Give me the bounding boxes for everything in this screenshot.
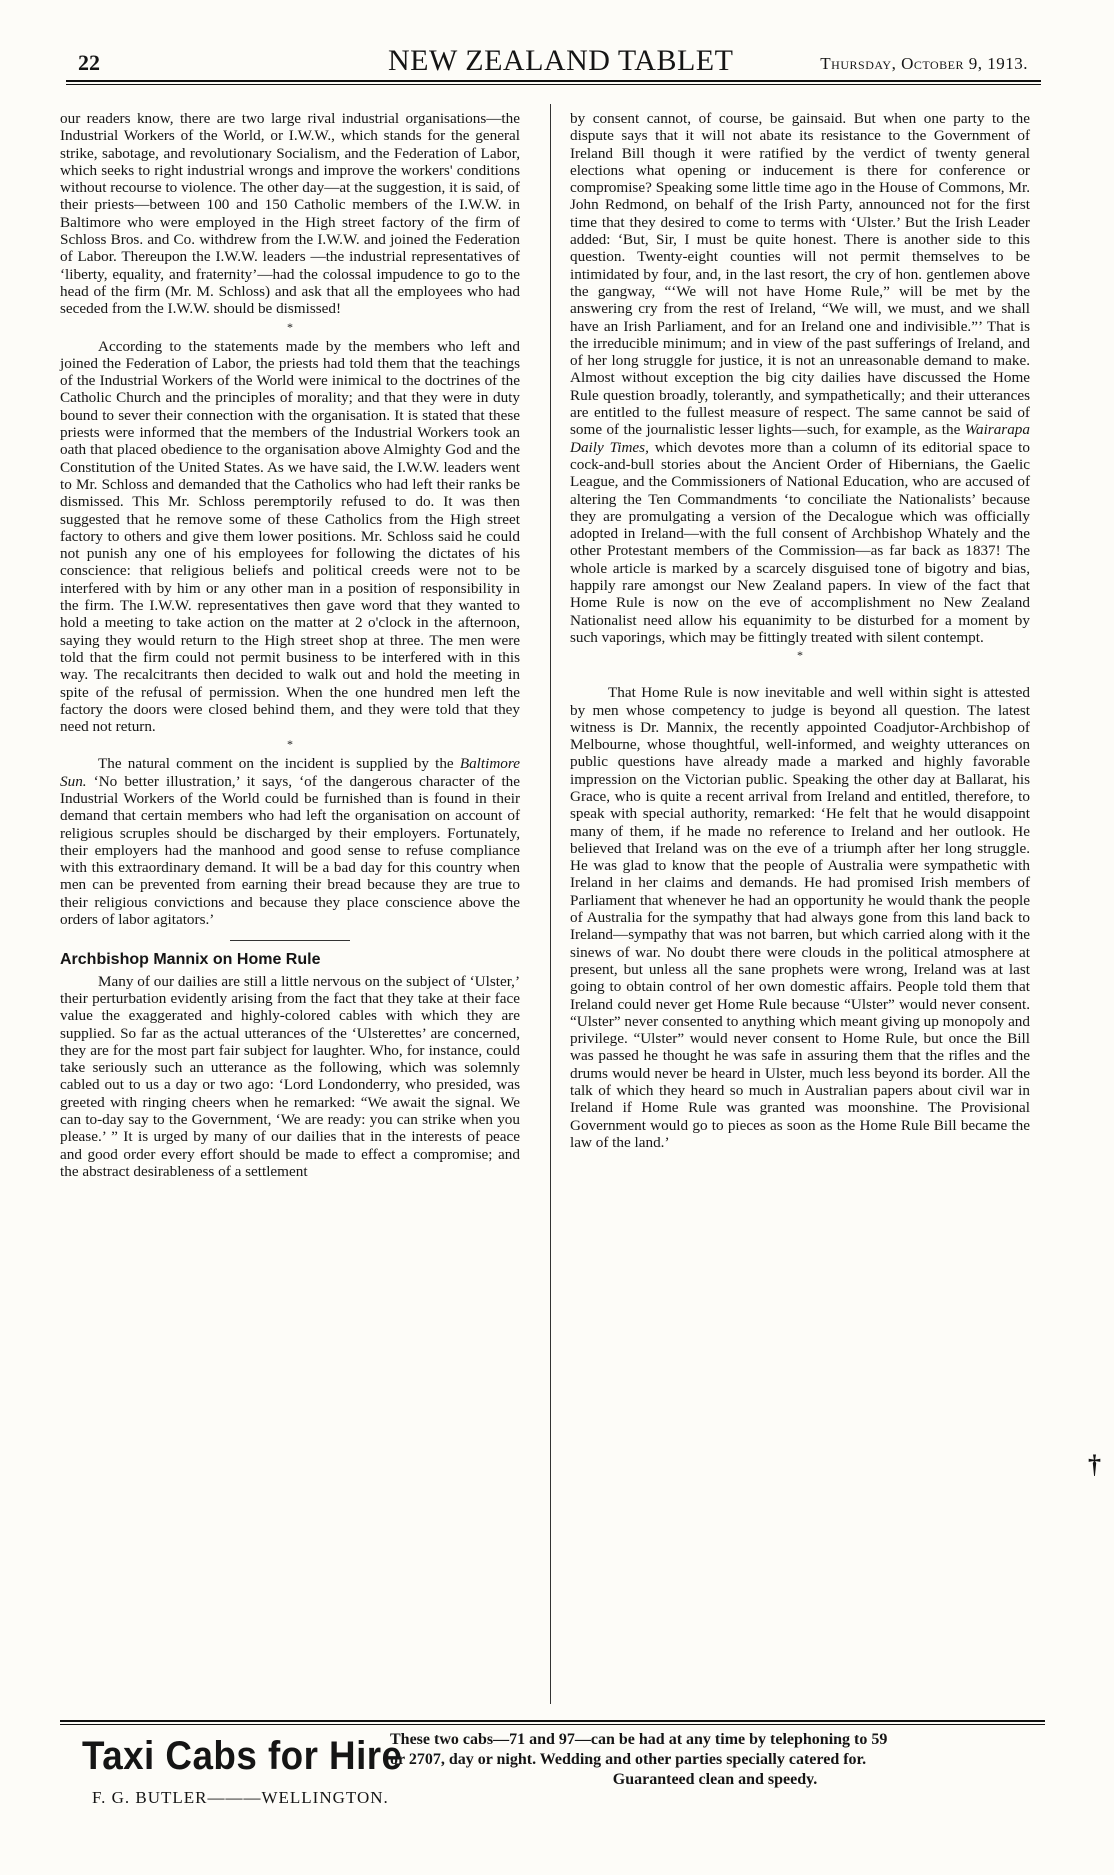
advert-line-1: These two cabs—71 and 97—can be had at any time by telephoning to 59 <box>390 1731 888 1748</box>
right-paragraph-2: That Home Rule is now inevitable and well within sight is attested by men whose competency to judge is beyond all question. The latest witness is Dr. Mannix, the recently appointed Coadjutor-Archbishop of Melbourne, whose thoughtful, well-informed, and weighty utterances on public questions have already made a marked and highly favorable impression on the Victorian public. Speaking the other day at Ballarat, his Grace, who is quite a recent arrival from Ireland and entitled, therefore, to speak with special authority, remarked: ‘He felt that he would disappoint many of them, if he made no reference to Ireland and her outlook. He believed that Ireland was on the eve of a triumph after her long struggle. He was glad to know that the people of Australia were sympathetic with Ireland in her claims and demands. He had promised Irish members of Parliament that whenever he had an opportunity he would thank the people of Australia for the sympathy that had always gone from this land back to Ireland—sympathy that was not barren, but which carried along with it the sinews of war. No doubt there were clouds in the political atmosphere at present, but unless all the sane prophets were wrong, Ireland was at last going to obtain control of her own domestic affairs. People told them that Ireland could never get Home Rule because “Ulster” would never consent. “Ulster” never consented to anything which meant giving up monopoly and privilege. “Ulster” would never consent to Home Rule, but once the Bill was passed he thought he was safe in assuring them that the rifles and the drums would never be heard in Ulster, much less beyond its border. All the talk of which they heard so much in Australian papers about civil war in Ireland if Home Rule was granted was moonshine. The Provisional Government would go to pieces as soon as the Home Rule Bill became the law of the land.’ <box>570 684 1030 1151</box>
left-paragraph-1: our readers know, there are two large rival industrial organisations—the Industrial Workers of the World, or I.W.W., which stands for the general strike, sabotage, and revolutionary Socialism, and the Federation of Labor, which seeks to right industrial wrongs and improve the workers' conditions without recourse to violence. The other day—at the suggestion, it is said, of their priests—between 100 and 150 Catholic members of the I.W.W. in Baltimore who were employed in the High street factory of the firm of Schloss Bros. and Co. withdrew from the I.W.W. and joined the Federation of Labor. Thereupon the I.W.W. leaders —the industrial representatives of ‘liberty, equality, and fraternity’—had the colossal impudence to go to the head of the firm (Mr. M. Schloss) and ask that all the employees who had seceded from the I.W.W. should be dismissed! <box>60 110 520 318</box>
header-rule <box>66 80 1041 85</box>
newspaper-title: NEW ZEALAND TABLET <box>388 44 734 77</box>
left-column <box>60 110 520 1180</box>
advert-line-2: or 2707, day or night. Wedding and other parties specially catered for. <box>390 1751 867 1768</box>
section-star-3: * <box>797 648 803 663</box>
right-paragraph-1-start: by consent cannot, of course, be gainsaid. But when one party to the dispute says that it will not abate its resistance to the Government of Ireland Bill though it were ratified by the verdict of twenty general elections what opening or inducement is there for conference or compromise? Speaking some little time ago in the House of Commons, Mr. John Redmond, on behalf of the Irish Party, announced not for the first time that they desired to come to terms with ‘Ulster.’ But the Irish Leader added: ‘But, Sir, I must be quite honest. There is another side to this question. Twenty-eight counties will not permit themselves to be intimidated by four, and, in the last resort, the cry of hon. gentlemen above the gangway, “‘We will not have Home Rule,” will be met by the answering cry from the rest of Ireland, “We will, we must, and we shall have an Irish Parliament, and for an Ireland one and indivisible.”’ That is the irreducible minimum; and in view of the past sufferings of Ireland, and of her long struggle for justice, it is not an unreasonable demand to make. Almost without exception the big city dailies have discussed the Home Rule question broadly, tolerantly, and sympathetically; and their utterances are entitled to the fullest measure of respect. The same cannot be said of some of the journalistic lesser lights—such, for example, as the <box>570 110 1030 439</box>
advert-line-3: Guaranteed clean and speedy. <box>612 1771 818 1788</box>
wairarapa-daily-times-title: Wairarapa Daily Times, <box>570 421 1030 456</box>
footer-rule <box>60 1720 1045 1725</box>
taxi-advertisement <box>60 1728 1045 1828</box>
column-divider <box>550 104 551 1704</box>
right-column <box>570 110 1030 1151</box>
section-star-1: * <box>287 319 293 334</box>
left-paragraph-3 <box>60 755 520 928</box>
advert-business-name: F. G. BUTLER———WELLINGTON. <box>92 1788 389 1807</box>
advert-body <box>390 1730 1040 1790</box>
baltimore-sun-title: Baltimore Sun. <box>60 755 520 790</box>
margin-mark: † <box>1088 1450 1101 1479</box>
left-paragraph-3-end: ‘No better illustration,’ it says, ‘of the dangerous character of the Industrial Workers of the World could be furnished than is found in their demand that certain members who had left the organisation on account of religious scruples should be discharged by their employers. Fortunately, their employers had the manhood and good sense to refuse compliance with this extraordinary demand. It will be a bad day for this country when men can be prevented from earning their bread because they are true to their religious convictions and because they place conscience above the orders of labor agitators.’ <box>60 772 520 929</box>
issue-date: Thursday, October 9, 1913. <box>820 54 1028 73</box>
left-paragraph-4: Many of our dailies are still a little nervous on the subject of ‘Ulster,’ their perturbation evidently arising from the fact that they take at their face value the exaggerated and highly-colored cables with which they are supplied. So far as the actual utterances of the ‘Ulsterettes’ are concerned, they are for the most part fair subject for laughter. Who, for instance, could take seriously such an utterance as the following, which was solemnly cabled out to us a day or two ago: ‘Lord Londonderry, who presided, was greeted with ringing cheers when he remarked: “We await the signal. We can to-day say to the Government, ‘We are ready: you can strike when you please.’ ” It is urged by many of our dailies that in the interests of peace and good order every effort should be made to effect a compromise; and the abstract desirableness of a settlement <box>60 972 520 1180</box>
article-subheading: Archbishop Mannix on Home Rule <box>60 951 321 969</box>
page-number: 22 <box>78 50 100 75</box>
left-paragraph-3-start: The natural comment on the incident is supplied by the <box>98 755 460 773</box>
left-paragraph-2: According to the statements made by the members who left and joined the Federation of Labor, the priests had told them that the teachings of the Industrial Workers of the World were inimical to the doctrines of the Catholic Church and the principles of morality; and that they were in duty bound to sever their connection with the organisation. It is stated that these priests were informed that the members of the Industrial Workers took an oath that placed obedience to the organisation above Almighty God and the Constitution of the United States. As we have said, the I.W.W. leaders went to Mr. Schloss and demanded that the Catholics who had left their ranks be dismissed. This Mr. Schloss peremptorily refused to do. It was then suggested that he remove some of these Catholics from the High street factory to others and give them lower positions. Mr. Schloss said he could not punish any one of his employees for following the dictates of his conscience: that religious beliefs and political creeds were not to be interfered with by him or any other man in a position of responsibility in the firm. The I.W.W. representatives then gave word that they wanted to hold a meeting to take action on the matter at 2 o'clock in the afternoon, saying they would return to the High street shop at three. The men were told that the firm could not permit business to be interfered with in this way. The recalcitrants then decided to walk out and hold the meeting in spite of the refusal of permission. When the one hundred men left the factory the doors were closed behind them, and they were told that they need not return. <box>60 337 520 736</box>
masthead <box>78 44 1038 78</box>
paragraph-gap <box>570 666 1030 684</box>
section-separator <box>230 940 350 941</box>
right-paragraph-1-end: which devotes more than a column of its editorial space to cock-and-bull stories about the Ancient Order of Hibernians, the Gaelic League, and the Commissioners of National Education, who are accused of altering the Ten Commandments ‘to conciliate the Nationalists’ because they are promulgating a version of the Decalogue which was officially adopted in Ireland—with the full consent of Archbishop Whately and the other Protestant members of the Commission—as far back as 1837! The whole article is marked by a scarcely disguised tone of bigotry and bias, happily rare amongst our New Zealand papers. In view of the fact that Home Rule is now on the eve of accomplishment no New Zealand Nationalist need allow his equanimity to be disturbed for a moment by such vaporings, which may be fittingly treated with silent contempt. <box>570 438 1030 646</box>
right-paragraph-1 <box>570 110 1030 646</box>
section-star-2: * <box>287 737 293 752</box>
advert-headline: Taxi Cabs for Hire <box>82 1734 403 1778</box>
